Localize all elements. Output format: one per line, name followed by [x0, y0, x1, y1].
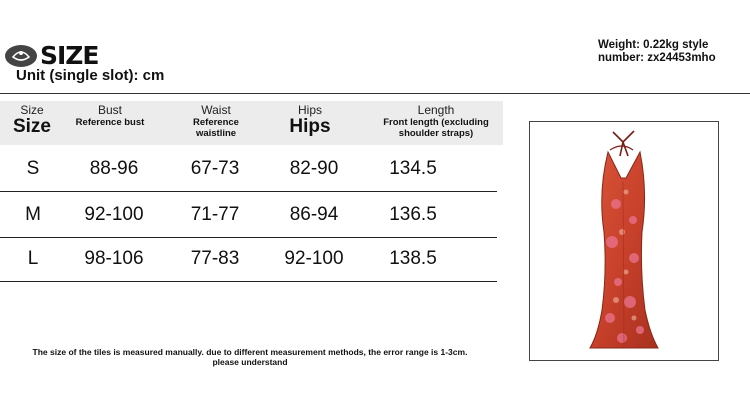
hips-cell: 82-90	[289, 158, 339, 179]
style-number: number: zx24453mho	[598, 52, 716, 64]
col-hips: Hips Hips	[289, 103, 331, 137]
bust-cell: 98-106	[84, 248, 144, 269]
col-bust: Bust Reference bust	[75, 103, 145, 128]
length-cell: 134.5	[389, 158, 437, 179]
table-row	[0, 236, 497, 281]
header-divider	[0, 93, 750, 94]
waist-cell: 71-77	[190, 204, 240, 225]
note-line: please understand	[212, 357, 288, 367]
waist-cell: 77-83	[190, 248, 240, 269]
hips-cell: 86-94	[289, 204, 339, 225]
brand-logo	[4, 41, 99, 70]
note-line: The size of the tiles is measured manually. due to different measurement methods, the error range is 1-3cm.	[32, 347, 468, 357]
bust-cell: 88-96	[89, 158, 139, 179]
table-header	[0, 101, 503, 145]
row-divider	[0, 281, 497, 282]
table-row	[0, 146, 497, 191]
weight-label: Weight: 0.22kg style	[598, 39, 709, 51]
product-meta	[598, 39, 716, 65]
waist-cell: 67-73	[190, 158, 240, 179]
size-cell: L	[27, 248, 39, 269]
length-cell: 136.5	[389, 204, 437, 225]
unit-label: Unit (single slot): cm	[16, 67, 165, 84]
dress-illustration	[530, 122, 718, 360]
measurement-note	[0, 347, 500, 367]
size-cell: M	[25, 204, 41, 225]
col-waist: Waist Reference waistline	[193, 103, 239, 139]
dress-photo	[529, 121, 719, 361]
size-cell: S	[26, 158, 40, 179]
bust-cell: 92-100	[84, 204, 144, 225]
col-length: Length Front length (excluding shoulder straps)	[383, 103, 489, 139]
hips-cell: 92-100	[284, 248, 344, 269]
col-size: Size Size	[12, 103, 52, 137]
hanger-badge-icon	[4, 44, 38, 68]
logo-title: SIZE	[40, 41, 99, 70]
table-row	[0, 192, 497, 237]
length-cell: 138.5	[389, 248, 437, 269]
